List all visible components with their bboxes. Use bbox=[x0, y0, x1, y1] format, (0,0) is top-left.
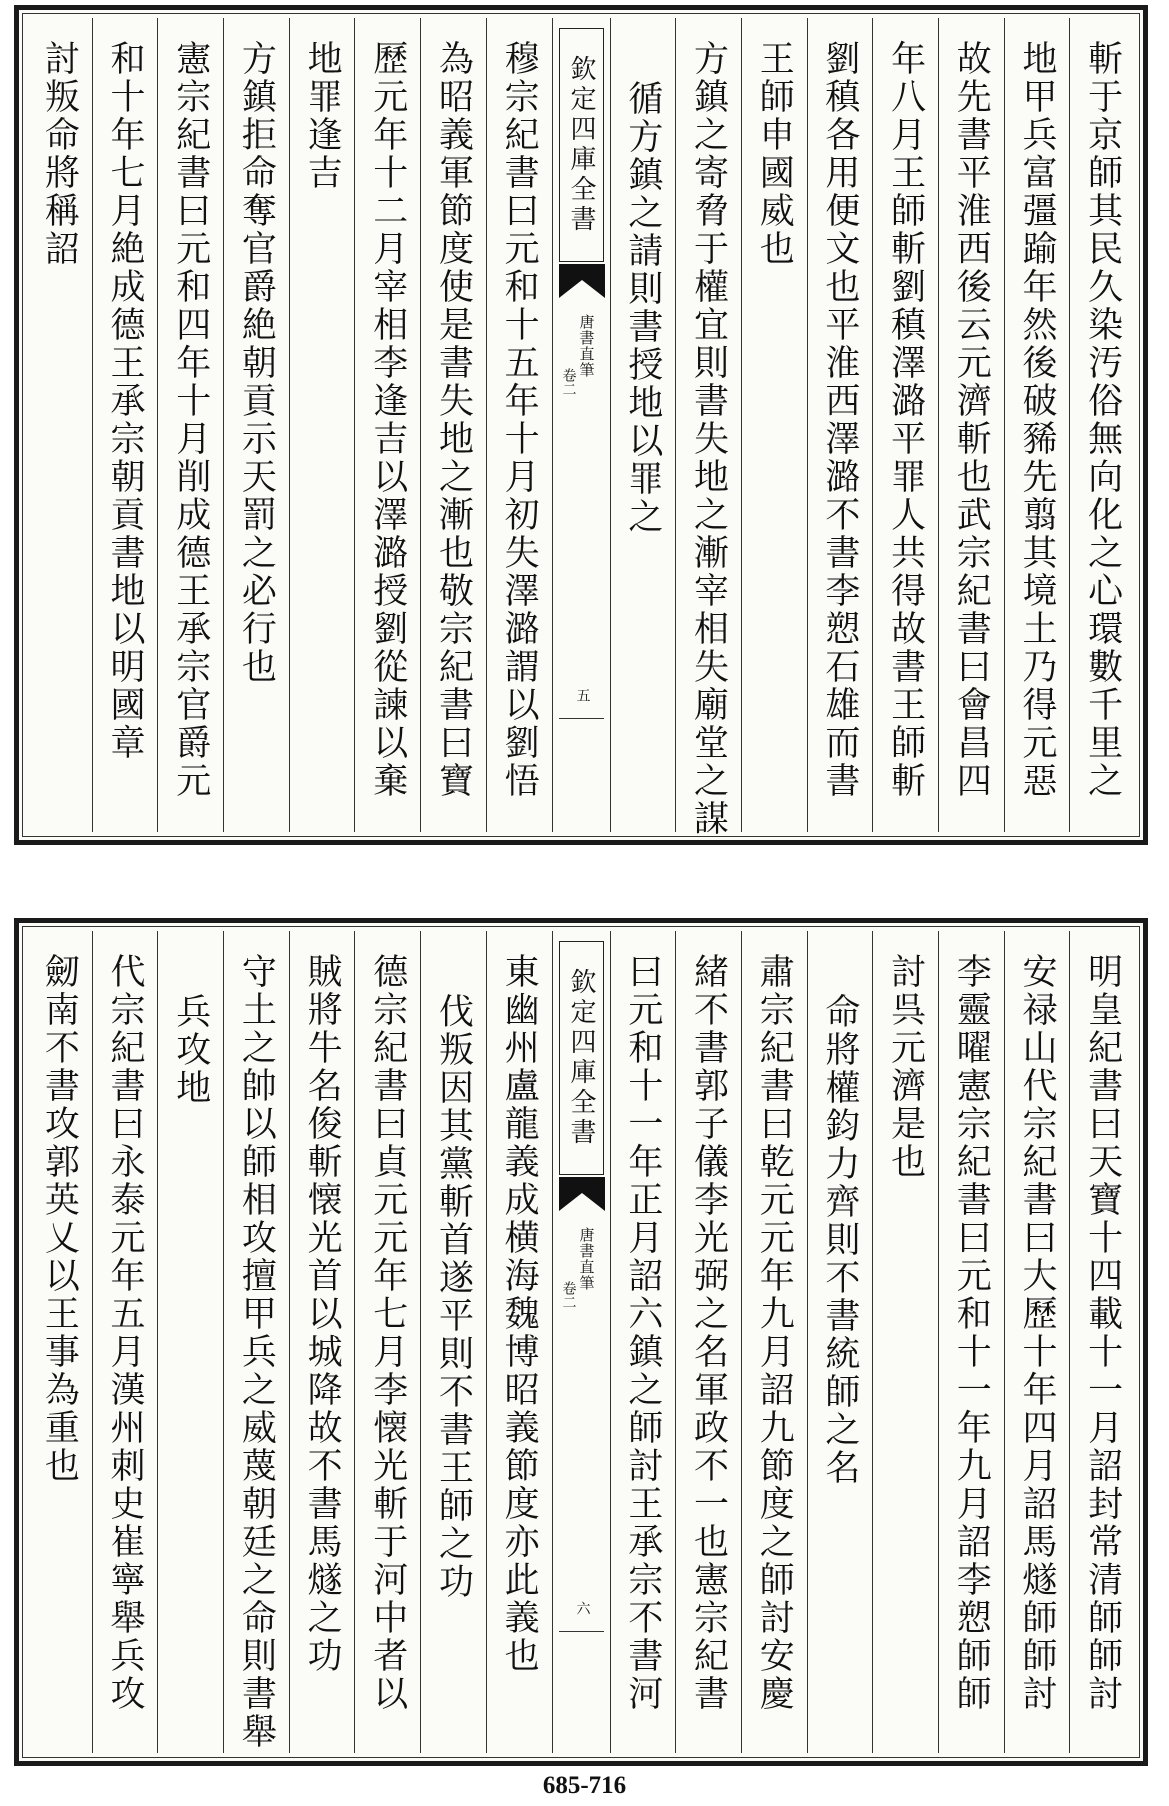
book-title: 唐書直筆 bbox=[577, 314, 596, 378]
text-column bbox=[223, 931, 289, 1753]
folio-number: 五 bbox=[574, 688, 591, 702]
center-margin-column bbox=[552, 931, 610, 1753]
column-text: 伐叛因其黨斬首遂平則不書王師之功 bbox=[433, 993, 474, 1601]
text-column bbox=[92, 18, 158, 832]
column-text: 肅宗紀書曰乾元元年九月詔九節度之師討安慶 bbox=[754, 953, 795, 1713]
column-text: 李靈曜憲宗紀書曰元和十一年九月詔李愬師師 bbox=[951, 953, 992, 1713]
column-text: 守土之帥以師相攻擅甲兵之威蔑朝廷之命則書舉 bbox=[236, 953, 277, 1751]
column-text: 地罪逢吉 bbox=[302, 40, 343, 192]
text-column bbox=[938, 931, 1004, 1753]
column-text: 方鎮之寄脅于權宜則書失地之漸宰相失廟堂之謀 bbox=[688, 40, 729, 838]
center-margin-column bbox=[552, 18, 610, 832]
column-text: 劉稹各用便文也平淮西澤潞不書李愬石雄而書 bbox=[819, 40, 860, 800]
column-text: 安禄山代宗紀書曰大歷十年四月詔馬燧師師討 bbox=[1016, 953, 1057, 1713]
text-column bbox=[27, 18, 92, 832]
text-column bbox=[610, 18, 676, 832]
juan-label: 卷二 bbox=[560, 368, 577, 396]
text-column bbox=[938, 18, 1004, 832]
text-column bbox=[289, 931, 355, 1753]
text-column bbox=[1069, 931, 1135, 1753]
column-text: 斬于京師其民久染汚俗無向化之心環數千里之 bbox=[1082, 40, 1123, 800]
column-text: 兵攻地 bbox=[170, 993, 211, 1107]
text-column bbox=[486, 931, 552, 1753]
column-text: 和十年七月絶成德王承宗朝貢書地以明國章 bbox=[105, 40, 146, 762]
text-column bbox=[420, 18, 486, 832]
upper-page bbox=[14, 5, 1148, 845]
text-column bbox=[741, 931, 807, 1753]
text-column bbox=[27, 931, 92, 1753]
column-text: 地甲兵富彊踰年然後破豨先翦其境土乃得元惡 bbox=[1016, 40, 1057, 800]
text-column bbox=[1004, 931, 1070, 1753]
text-column bbox=[420, 931, 486, 1753]
lower-page-columns bbox=[27, 931, 1135, 1753]
folio-number: 六 bbox=[574, 1601, 591, 1615]
book-title: 唐書直筆 bbox=[577, 1227, 596, 1291]
column-text: 王師申國威也 bbox=[754, 40, 795, 268]
text-column bbox=[289, 18, 355, 832]
column-text: 為昭義軍節度使是書失地之漸也敬宗紀書曰寶 bbox=[433, 40, 474, 800]
fishtail-mark-icon bbox=[559, 1177, 605, 1211]
text-column bbox=[807, 931, 873, 1753]
fishtail-mark-icon bbox=[559, 264, 605, 298]
column-text: 故先書平淮西後云元濟斬也武宗紀書曰會昌四 bbox=[951, 40, 992, 800]
upper-page-columns bbox=[27, 18, 1135, 838]
text-column bbox=[354, 18, 420, 832]
text-column bbox=[157, 18, 223, 832]
juan-label: 卷二 bbox=[560, 1281, 577, 1309]
lower-page bbox=[14, 918, 1148, 1766]
column-text: 討呉元濟是也 bbox=[885, 953, 926, 1181]
page-number: 685-716 bbox=[542, 1772, 627, 1799]
text-column bbox=[872, 18, 938, 832]
text-column bbox=[675, 18, 741, 838]
folio-divider bbox=[559, 718, 604, 719]
text-column bbox=[1004, 18, 1070, 832]
text-column bbox=[354, 931, 420, 1753]
text-column bbox=[92, 931, 158, 1753]
column-text: 劒南不書攻郭英乂以王事為重也 bbox=[39, 953, 80, 1485]
text-column bbox=[157, 931, 223, 1753]
text-column bbox=[486, 18, 552, 832]
column-text: 命將權鈞力齊則不書統師之名 bbox=[819, 993, 860, 1487]
text-column bbox=[872, 931, 938, 1753]
text-column bbox=[1069, 18, 1135, 832]
column-text: 年八月王師斬劉稹澤潞平罪人共得故書王師斬 bbox=[885, 40, 926, 800]
column-text: 憲宗紀書曰元和四年十月削成德王承宗官爵元 bbox=[170, 40, 211, 800]
column-text: 德宗紀書曰貞元元年七月李懐光斬于河中者以 bbox=[367, 953, 408, 1713]
column-text: 穆宗紀書曰元和十五年十月初失澤潞謂以劉悟 bbox=[499, 40, 540, 800]
column-text: 賊將牛名俊斬懐光首以城降故不書馬燧之功 bbox=[302, 953, 343, 1675]
series-title: 欽定四庫全書 bbox=[559, 941, 604, 1175]
text-column bbox=[675, 931, 741, 1753]
column-text: 曰元和十一年正月詔六鎮之師討王承宗不書河 bbox=[622, 953, 663, 1713]
column-text: 歷元年十二月宰相李逢吉以澤潞授劉從諫以棄 bbox=[367, 40, 408, 800]
text-column bbox=[741, 18, 807, 832]
column-text: 明皇紀書曰天寶十四載十一月詔封常清師師討 bbox=[1082, 953, 1123, 1713]
folio-divider bbox=[559, 1631, 604, 1632]
text-column bbox=[610, 931, 676, 1753]
column-text: 代宗紀書曰永泰元年五月漢州刺史崔寧舉兵攻 bbox=[105, 953, 146, 1713]
text-column bbox=[807, 18, 873, 832]
series-title: 欽定四庫全書 bbox=[559, 28, 604, 262]
column-text: 東幽州盧龍義成横海魏博昭義節度亦此義也 bbox=[499, 953, 540, 1675]
column-text: 方鎮拒命奪官爵絶朝貢示天罰之必行也 bbox=[236, 40, 277, 686]
column-text: 循方鎮之請則書授地以罪之 bbox=[622, 80, 663, 536]
column-text: 討叛命將稱詔 bbox=[39, 40, 80, 268]
text-column bbox=[223, 18, 289, 832]
column-text: 緒不書郭子儀李光弼之名軍政不一也憲宗紀書 bbox=[688, 953, 729, 1713]
